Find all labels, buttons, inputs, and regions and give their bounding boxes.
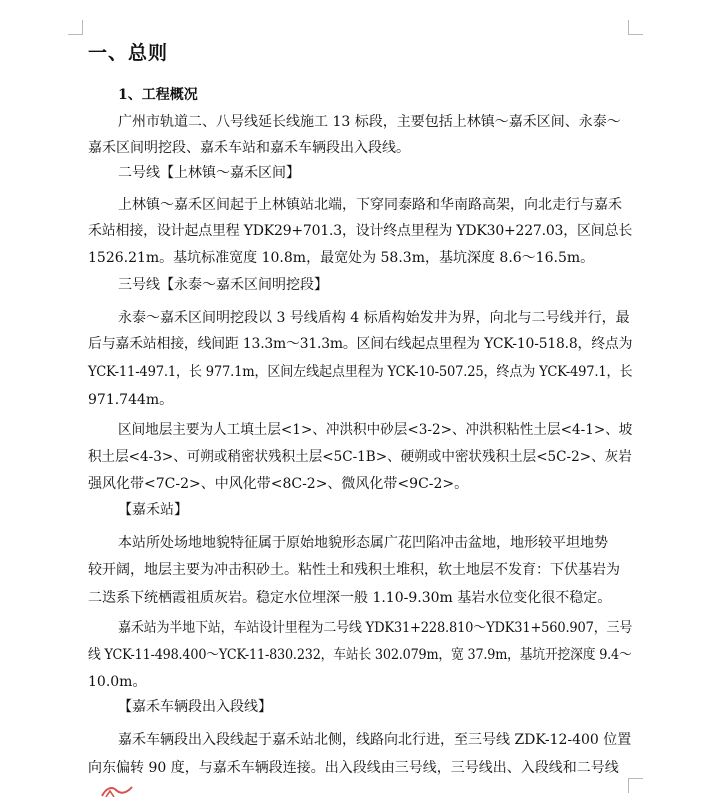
text-line: 本站所处场地地貌特征属于原始地貌形态属广花凹陷冲击盆地，地形较平坦地势 [118, 535, 608, 551]
text-line: 强风化带<7C-2>、中风化带<8C-2>、微风化带<9C-2>。 [88, 476, 469, 492]
margin-corner-top-left [68, 20, 83, 35]
text-line: YCK-11-497.1，长 977.1m，区间左线起点里程为 YCK-10-507.25，终点为 YCK-497.1，长 [88, 364, 633, 380]
text-line: 【嘉禾车辆段出入段线】 [118, 699, 272, 715]
text-line: 10.0m。 [88, 674, 147, 690]
text-line: 区间地层主要为人工填土层<1>、冲洪积中砂层<3-2>、冲洪积粘性土层<4-1>、坡 [118, 422, 633, 438]
text-line: 二迭系下统栖霞祖质灰岩。稳定水位埋深一般 1.10-9.30m 基岩水位变化很不稳定。 [88, 590, 612, 606]
text-line: 嘉禾站为半地下站，车站设计里程为二号线 YDK31+228.810～YDK31+560.907，三号 [118, 620, 633, 636]
text-line: 禾站相接，设计起点里程 YDK29+701.3，设计终点里程为 YDK30+227.03，区间总长 [88, 223, 633, 239]
margin-corner-top-right [628, 20, 643, 35]
subsection-heading: 1、工程概况 [118, 87, 198, 103]
text-line: 三号线【永泰～嘉禾区间明挖段】 [118, 277, 328, 293]
text-line: 上林镇～嘉禾区间起于上林镇站北端，下穿同泰路和华南路高架，向北走行与嘉禾 [118, 197, 622, 213]
text-line: 广州市轨道二、八号线延长线施工 13 标段，主要包括上林镇～嘉禾区间、永泰～ [118, 114, 621, 130]
margin-corner-bottom-right [628, 778, 643, 793]
text-line: 向东偏转 90 度，与嘉禾车辆段连接。出入段线由三号线，三号线出、入段线和二号线 [88, 760, 619, 776]
watermark-logo [100, 783, 134, 797]
text-line: 【嘉禾站】 [118, 502, 188, 518]
section-heading: 一、总则 [88, 42, 169, 64]
text-line: 嘉禾区间明挖段、嘉禾车站和嘉禾车辆段出入段线。 [88, 140, 410, 156]
text-line: 二号线【上林镇～嘉禾区间】 [118, 165, 300, 181]
text-line: 永泰～嘉禾区间明挖段以 3 号线盾构 4 标盾构始发井为界，向北与二号线并行，最 [118, 310, 630, 326]
text-line: 较开阔，地层主要为冲击积砂土。粘性土和残积土堆积，软土地层不发育：下伏基岩为 [88, 562, 620, 578]
text-line: 1526.21m。基坑标准宽度 10.8m，最宽处为 58.3m，基坑深度 8.6～16.5m。 [88, 250, 595, 266]
text-line: 嘉禾车辆段出入段线起于嘉禾站北侧，线路向北行进，至三号线 ZDK-12-400 位置 [118, 732, 632, 748]
text-line: 971.744m。 [88, 392, 174, 408]
text-line: 线 YCK-11-498.400～YCK-11-830.232，车站长 302.079m，宽 37.9m，基坑开挖深度 9.4～ [88, 647, 632, 663]
text-line: 积土层<4-3>、可朔或稍密状残积土层<5C-1B>、硬朔或中密状残积土层<5C-2>、灰岩 [88, 449, 632, 465]
text-line: 后与嘉禾站相接，线间距 13.3m～31.3m。区间右线起点里程为 YCK-10-518.8，终点为 [88, 336, 633, 352]
